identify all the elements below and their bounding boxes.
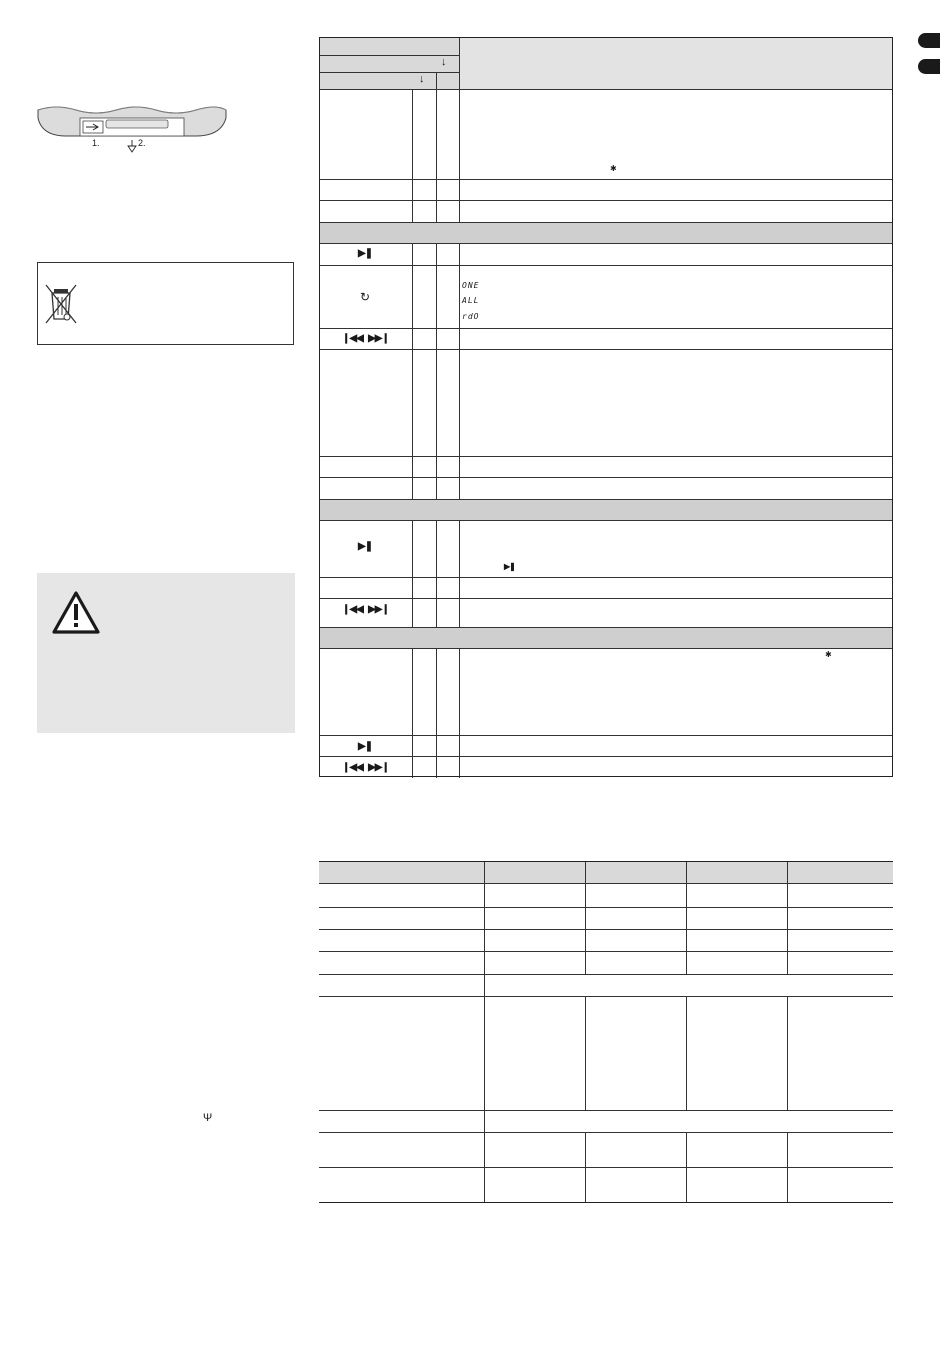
bluetooth-icon: ✱ [825, 650, 832, 659]
skip-prev-next-icon: ❙◀◀ ▶▶❙ [342, 762, 389, 773]
bluetooth-icon: ✱ [610, 164, 617, 173]
skip-prev-next-icon: ❙◀◀ ▶▶❙ [342, 604, 389, 615]
down-arrow-icon: ↓ [419, 73, 425, 85]
usb-icon: Ψ [203, 1112, 213, 1124]
section-band-1 [320, 222, 892, 244]
section-band-2 [320, 499, 892, 521]
warning-triangle-icon [51, 590, 101, 636]
caution-box [37, 573, 295, 733]
section-band-3 [320, 627, 892, 649]
play-pause-icon: ▶❚ [358, 741, 373, 752]
function-table-header-right [459, 38, 892, 89]
crossed-bin-icon [42, 281, 82, 327]
weee-disposal-box [37, 262, 294, 345]
battery-compartment-illustration [36, 104, 228, 156]
down-arrow-icon: ↓ [441, 56, 447, 68]
language-tab-1[interactable] [918, 33, 940, 48]
play-pause-icon: ▶❚ [358, 248, 373, 259]
skip-prev-next-icon: ❙◀◀ ▶▶❙ [342, 333, 389, 344]
language-tab-2[interactable] [918, 59, 940, 74]
display-random: rdO [462, 312, 480, 321]
display-one: ONE [462, 281, 480, 290]
specifications-table [319, 861, 893, 1203]
function-table [319, 37, 893, 777]
play-pause-icon: ▶❚ [358, 541, 373, 552]
specifications-table-header [319, 862, 893, 884]
step-2-label: 2. [138, 138, 146, 148]
display-all: ALL [462, 296, 480, 305]
step-1-label: 1. [92, 138, 100, 148]
repeat-icon: ↻ [360, 290, 370, 304]
play-pause-icon: ▶❚ [504, 562, 515, 571]
function-table-header-left [320, 38, 459, 89]
